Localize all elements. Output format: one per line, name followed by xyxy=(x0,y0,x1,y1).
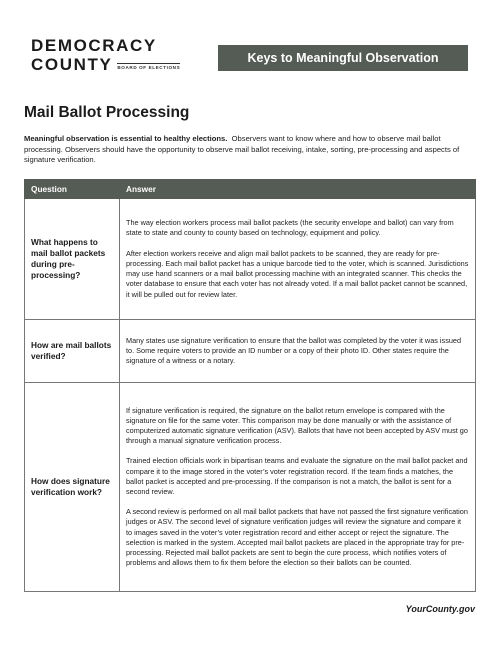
logo-line-democracy: DEMOCRACY xyxy=(31,36,157,55)
table-header-row xyxy=(25,180,476,199)
table-row xyxy=(25,383,476,592)
question-cell: How does signature verification work? xyxy=(25,383,120,592)
header-banner: Keys to Meaningful Observation xyxy=(218,45,468,71)
answer-cell xyxy=(120,199,476,320)
answer-cell xyxy=(120,383,476,592)
question-cell: What happens to mail ballot packets during pre-processing? xyxy=(25,199,120,320)
table-row xyxy=(25,199,476,320)
table-row xyxy=(25,320,476,383)
intro-text: Observers want to know where and how to observe mail ballot processing. Observers should have the opportunity to observe mail ballot receiving, intake, sorting, pre-processing and aspects of signature verification. xyxy=(24,134,460,165)
answer-paragraph: If signature verification is required, the signature on the ballot return envelope is compared with the signature on file for the same voter. This comparison may be done manually or with the assistance of computerized automatic signature verification (ASV). Ballots that have not been accepted by ASV must go through a manual signature verification process. xyxy=(126,405,468,446)
footer-website: YourCounty.gov xyxy=(405,604,475,614)
page-title: Mail Ballot Processing xyxy=(24,104,190,121)
intro-bold-lead: Meaningful observation is essential to healthy elections. xyxy=(24,134,228,143)
answer-paragraph: The way election workers process mail ballot packets (the security envelope and ballot) can vary from state to state and county to county based on technology, equipment and policy. xyxy=(126,218,454,238)
answer-cell xyxy=(120,320,476,383)
logo-line-county-row xyxy=(31,55,180,74)
column-header-answer: Answer xyxy=(120,180,476,199)
column-header-question: Question xyxy=(25,180,120,199)
question-cell: How are mail ballots verified? xyxy=(25,320,120,383)
answer-paragraph: Trained election officials work in bipartisan teams and evaluate the signature on the mail ballot packet and compare it to the image stored in the voter’s voter registration record. If the team finds a matches, the ballot packet is accepted and pre-processing. If the comparison is not a match, the ballot is sent for a second review. xyxy=(126,456,468,496)
logo-line-county: COUNTY xyxy=(31,55,113,74)
intro-paragraph xyxy=(24,134,476,166)
answer-paragraph: After election workers receive and align mail ballot packets to be scanned, they are ready for pre-processing. Each mail ballot packet has a unique barcode tied to the voter, which is scanned. Jurisdictions may use hand scanners or a mail ballot processing machine with an integrated scanner. This checks the voter database to ensure that each voter has not already voted. If a mail ballot packet cannot be scanned, it will be pulled out for review later. xyxy=(126,248,469,299)
county-logo xyxy=(31,36,180,74)
answer-paragraph: A second review is performed on all mail ballot packets that have not passed the first signature verification judges or ASV. The second level of signature verification judges will review the signature and compare it to images saved in the voter’s voter registration record and either accept or reject the signature. The selection is marked in the system. Accepted mail ballot packets are placed in the appropriate tray for pre-processing. Rejected mail ballot packets are sent to begin the cure process, which notifies voters of problems and allows them to fix them before the election so their ballots can be counted. xyxy=(126,507,468,568)
answer-paragraph: Many states use signature verification to ensure that the ballot was completed by the voter it was issued to. Some require voters to provide an ID number or a copy of their photo ID. Other states require the signature of a witness or a notary. xyxy=(126,335,462,366)
logo-subtitle: BOARD OF ELECTIONS xyxy=(117,65,181,70)
qa-table xyxy=(24,179,476,592)
